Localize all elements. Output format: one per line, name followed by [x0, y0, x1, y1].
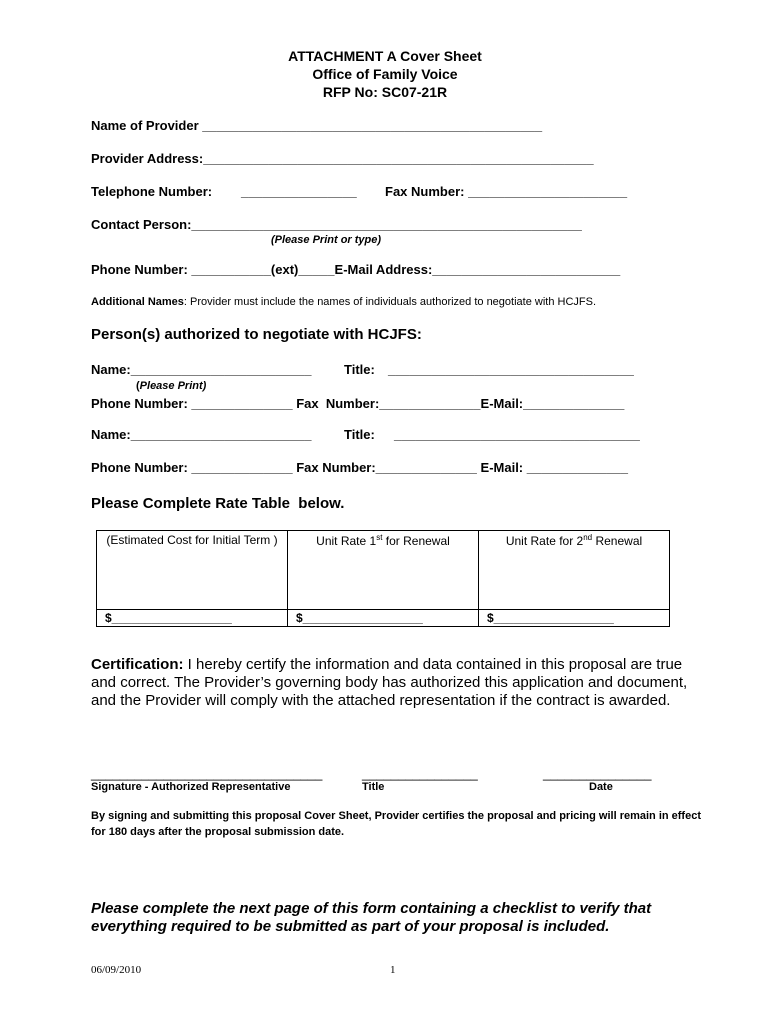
- please-print-paren: (: [136, 380, 140, 392]
- telephone-field[interactable]: ________________: [241, 184, 357, 199]
- rate-amount-renewal-2[interactable]: $__________________: [479, 610, 670, 627]
- rate-col-renewal-2-sup: nd: [583, 533, 593, 542]
- signature-line[interactable]: ________________________________: [91, 766, 323, 781]
- authorized-heading: Person(s) authorized to negotiate with HCJFS:: [91, 326, 422, 343]
- rate-col-renewal-2-label: Unit Rate for 2: [505, 534, 584, 548]
- footer-date: 06/09/2010: [91, 964, 142, 976]
- date-line[interactable]: _______________: [543, 766, 652, 781]
- title-line[interactable]: ________________: [362, 766, 478, 781]
- signature-label: Signature - Authorized Representative: [91, 781, 291, 793]
- certification-label: Certification:: [91, 656, 184, 673]
- contact-person-field[interactable]: Contact Person:______________________________________________________: [91, 217, 582, 232]
- title-label: Title: [362, 781, 385, 793]
- fax-field[interactable]: Fax Number: ______________________: [385, 184, 628, 199]
- rate-col-initial: [97, 531, 288, 610]
- authorized-title-label-1: Title:: [344, 362, 375, 377]
- certification-text: I hereby certify the information and data contained in this proposal are true and correct. The Provider’s governing body has authorized this application and document, and the Provider will comply with the attached representation if the contract is awarded.: [91, 656, 688, 709]
- additional-names-note: [91, 296, 596, 308]
- certification-paragraph: [91, 656, 701, 710]
- authorized-name-1[interactable]: Name:_________________________: [91, 362, 312, 377]
- additional-names-text: : Provider must include the names of individuals authorized to negotiate with HCJFS.: [183, 296, 597, 308]
- authorized-phone-1[interactable]: Phone Number: ______________ Fax Number:______________E-Mail:______________: [91, 396, 625, 411]
- rate-col-initial-label: (Estimated Cost for Initial Term ): [106, 533, 278, 547]
- authorized-name-2[interactable]: Name:_________________________: [91, 427, 312, 442]
- authorized-title-1[interactable]: __________________________________: [388, 362, 634, 377]
- rate-amount-renewal-1[interactable]: $__________________: [288, 610, 479, 627]
- provider-name-field[interactable]: Name of Provider _______________________________________________: [91, 118, 543, 133]
- authorized-title-label-2: Title:: [344, 427, 375, 442]
- provider-address-field[interactable]: Provider Address:______________________________________________________: [91, 151, 594, 166]
- signing-note: By signing and submitting this proposal Cover Sheet, Provider certifies the proposal and pricing will remain in effect for 180 days after the proposal submission date.: [91, 810, 701, 838]
- authorized-title-2[interactable]: __________________________________: [394, 427, 640, 442]
- authorized-phone-2[interactable]: Phone Number: ______________ Fax Number:______________ E-Mail: ______________: [91, 460, 628, 475]
- rate-table: [96, 530, 670, 627]
- rate-col-renewal-1-sup: st: [376, 533, 383, 542]
- phone-email-field[interactable]: Phone Number: ___________(ext)_____E-Mail Address:__________________________: [91, 262, 621, 277]
- doc-office: Office of Family Voice: [312, 66, 458, 82]
- doc-title: ATTACHMENT A Cover Sheet: [288, 48, 482, 64]
- closing-instruction: Please complete the next page of this form containing a checklist to verify that everything required to be submitted as part of your proposal is included.: [91, 900, 652, 935]
- print-note: (Please Print or type): [271, 234, 382, 246]
- rate-col-renewal-2-suffix: Renewal: [592, 534, 643, 548]
- rate-table-heading: Please Complete Rate Table below.: [91, 495, 345, 512]
- telephone-label: Telephone Number:: [91, 184, 213, 199]
- additional-names-label: Additional Names: [91, 296, 184, 308]
- rate-col-renewal-1: [288, 531, 479, 610]
- date-label: Date: [589, 781, 613, 793]
- rate-col-renewal-1-label: Unit Rate 1: [316, 534, 377, 548]
- doc-rfp-number: RFP No: SC07-21R: [322, 84, 448, 100]
- page-number: 1: [390, 964, 396, 976]
- rate-amount-initial[interactable]: $__________________: [97, 610, 288, 627]
- please-print-label: [136, 380, 206, 392]
- rate-col-renewal-2: [479, 531, 670, 610]
- please-print-text: Please Print): [139, 380, 207, 392]
- rate-col-renewal-1-suffix: for Renewal: [382, 534, 450, 548]
